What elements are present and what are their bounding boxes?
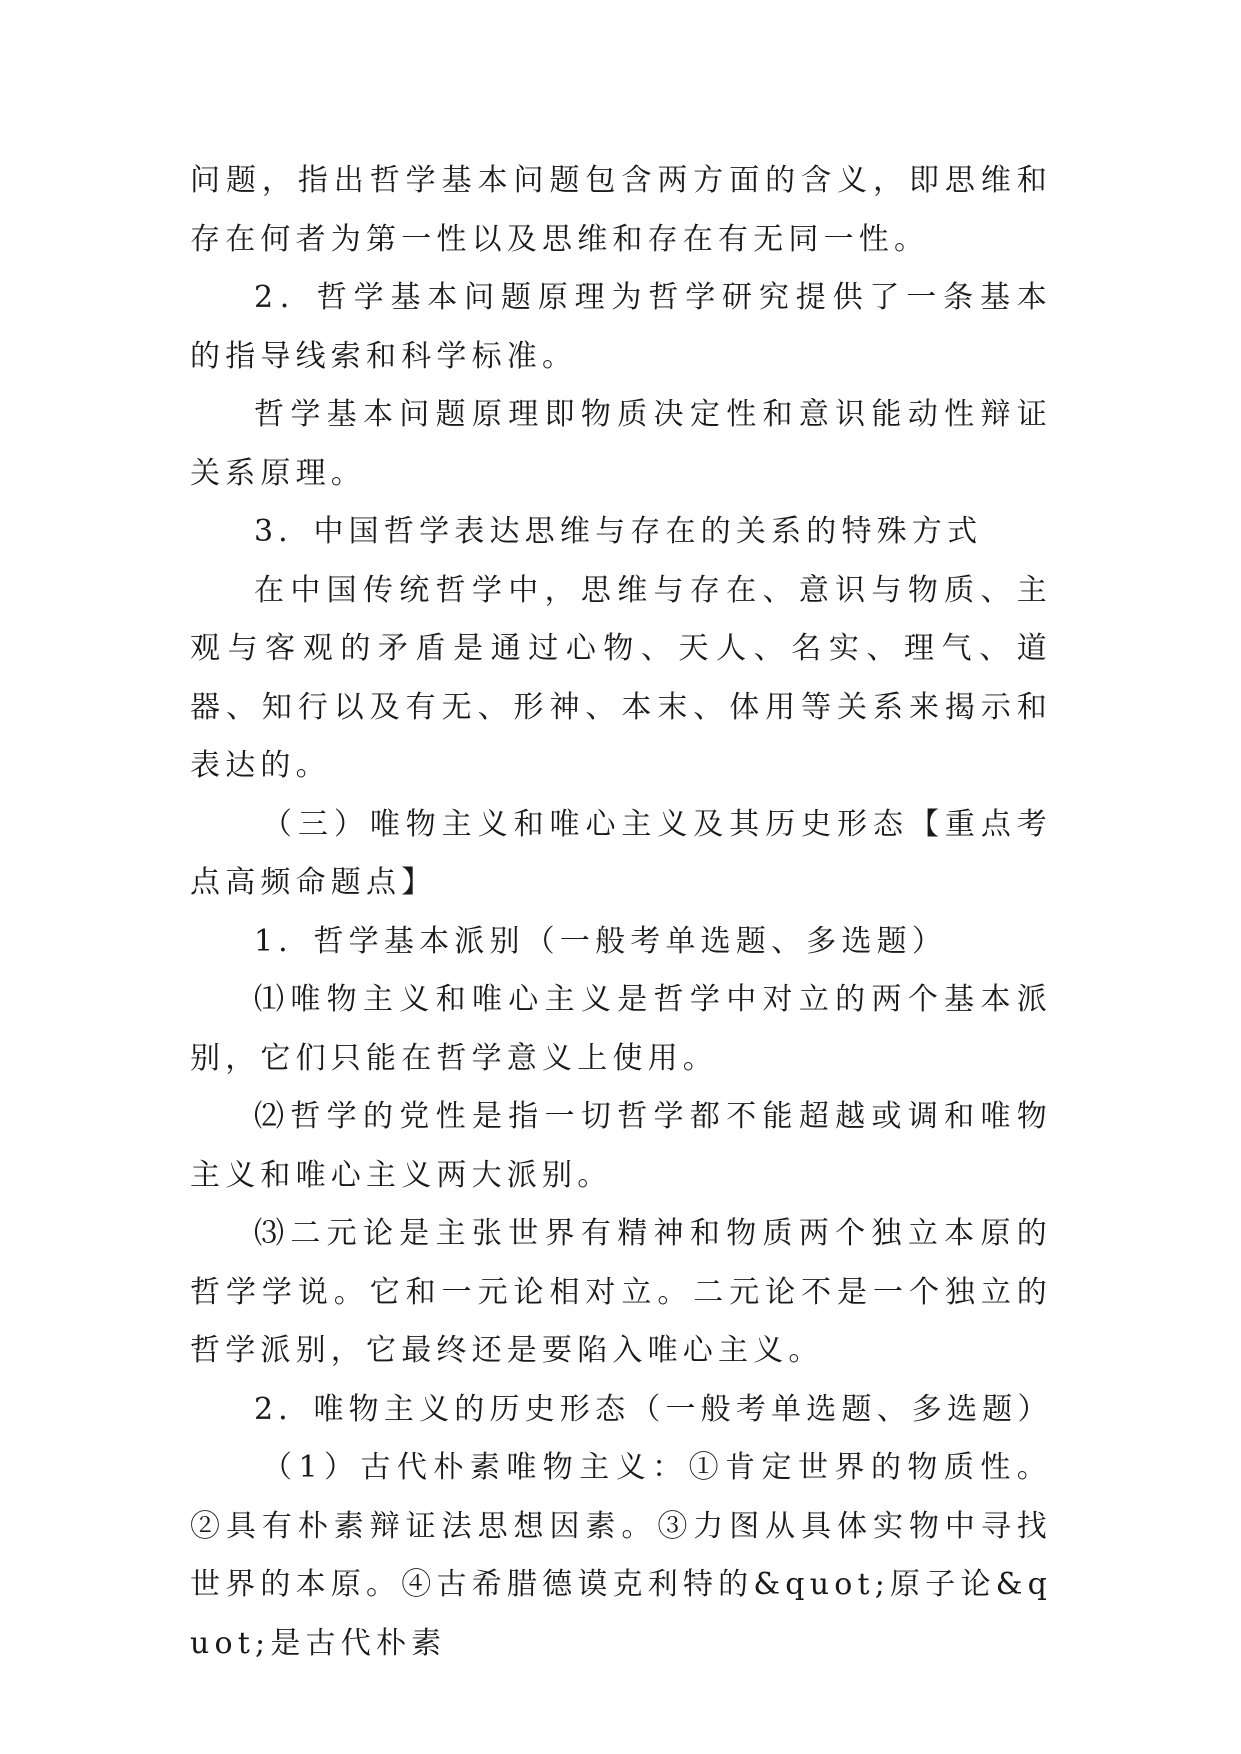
paragraph-chinese-philosophy: 在中国传统哲学中，思维与存在、意识与物质、主观与客观的矛盾是通过心物、天人、名实、理气、道器、知行以及有无、形神、本末、体用等关系来揭示和表达的。	[190, 572, 1052, 783]
paragraph-point-3: 3．中国哲学表达思维与存在的关系的特殊方式	[254, 514, 983, 549]
paragraph-basic-schools: 1．哲学基本派别（一般考单选题、多选题）	[254, 923, 948, 959]
paragraph-item-1: ⑴唯物主义和唯心主义是哲学中对立的两个基本派别，它们只能在哲学意义上使用。	[190, 982, 1052, 1076]
section-heading-3: （三）唯物主义和唯心主义及其历史形态【重点考点高频命题点】	[190, 806, 1052, 900]
paragraph-ancient-materialism: （1）古代朴素唯物主义：①肯定世界的物质性。②具有朴素辩证法思想因素。③力图从具体实物中寻找世界的本原。④古希腊德谟克利特的&quot;原子论&quot;是古代朴素	[190, 1450, 1052, 1661]
paragraph-item-3: ⑶二元论是主张世界有精神和物质两个独立本原的哲学学说。它和一元论相对立。二元论不是一个独立的哲学派别，它最终还是要陷入唯心主义。	[190, 1216, 1052, 1368]
paragraph-point-2: 2．哲学基本问题原理为哲学研究提供了一条基本的指导线索和科学标准。	[190, 280, 1052, 374]
document-page	[190, 152, 1052, 1673]
paragraph-principle: 哲学基本问题原理即物质决定性和意识能动性辩证关系原理。	[190, 397, 1052, 491]
paragraph-item-2: ⑵哲学的党性是指一切哲学都不能超越或调和唯物主义和唯心主义两大派别。	[190, 1099, 1052, 1193]
paragraph-materialism-forms: 2．唯物主义的历史形态（一般考单选题、多选题）	[254, 1391, 1053, 1427]
paragraph-continued: 问题，指出哲学基本问题包含两方面的含义，即思维和存在何者为第一性以及思维和存在有无同一性。	[190, 163, 1052, 257]
